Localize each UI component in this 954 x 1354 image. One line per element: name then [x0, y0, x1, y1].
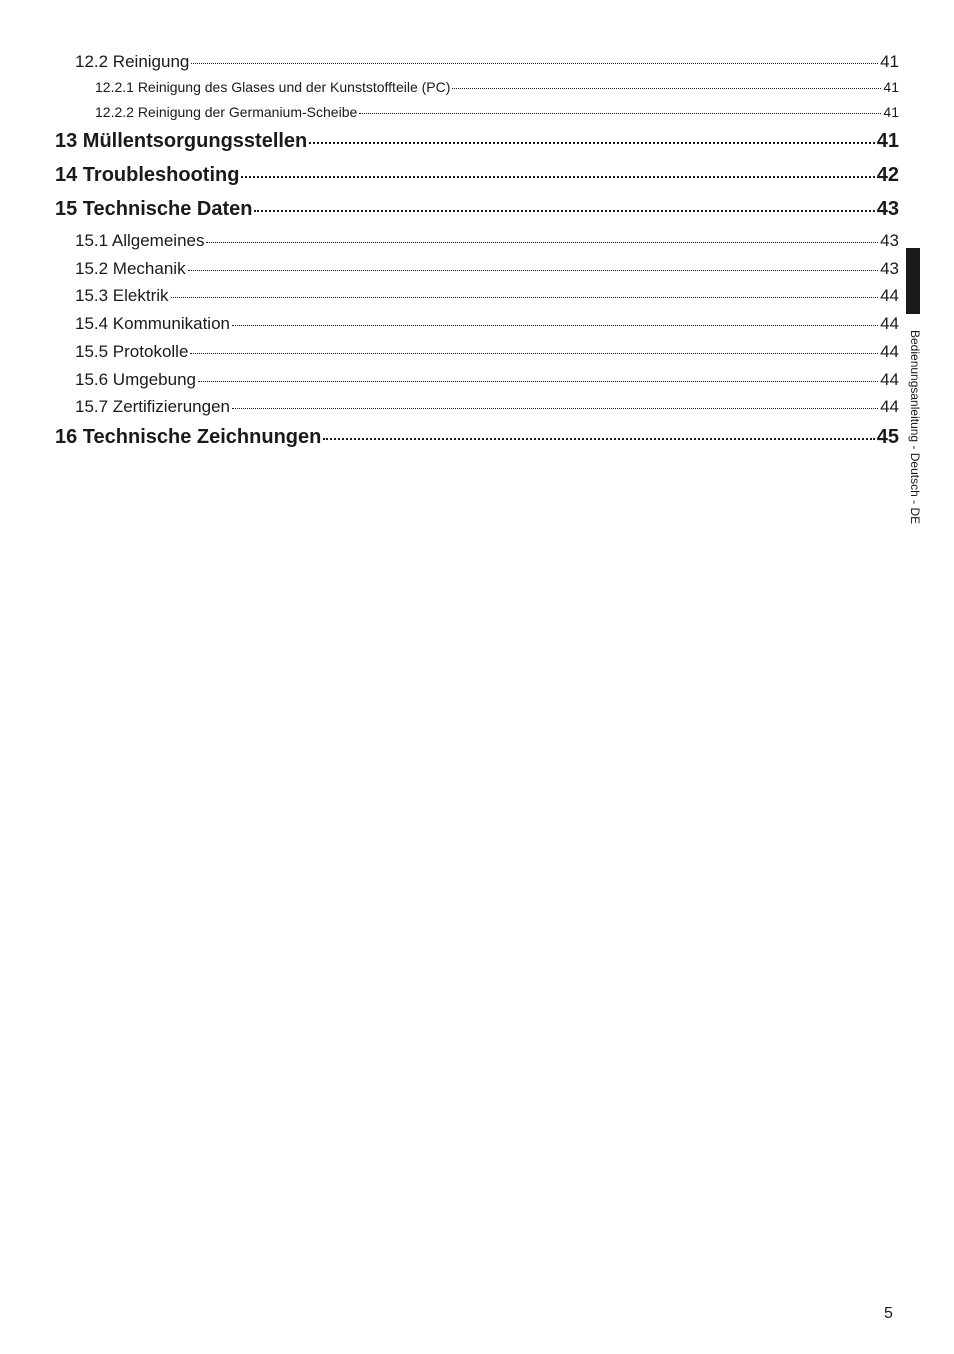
dot-leader [171, 297, 879, 298]
toc-entry-page: 44 [880, 314, 899, 333]
toc-entry-page: 44 [880, 370, 899, 389]
toc-entry-15-1[interactable] [75, 231, 899, 251]
toc-entry-page: 44 [880, 286, 899, 305]
toc-entry-title: 14 Troubleshooting [55, 164, 240, 186]
toc-entry-title: 15.3 Elektrik [75, 286, 169, 305]
dot-leader [452, 88, 881, 89]
dot-leader [206, 242, 878, 243]
toc-entry-page: 41 [876, 130, 899, 152]
dot-leader [188, 270, 879, 271]
toc-entry-13[interactable] [55, 130, 899, 153]
toc-entry-title: 15.2 Mechanik [75, 259, 186, 278]
side-tab-marker [906, 248, 920, 314]
toc-entry-title: 15.6 Umgebung [75, 370, 196, 389]
dot-leader [323, 438, 874, 440]
toc-entry-15-4[interactable] [75, 314, 899, 334]
toc-entry-page: 43 [876, 198, 899, 220]
toc-entry-page: 41 [880, 52, 899, 71]
dot-leader [254, 210, 874, 212]
toc-entry-15-3[interactable] [75, 286, 899, 306]
toc-entry-12-2[interactable] [75, 52, 899, 72]
toc-entry-16[interactable] [55, 426, 899, 449]
toc-entry-title: 12.2.1 Reinigung des Glases und der Kunststoffteile (PC) [95, 79, 451, 95]
dot-leader [241, 176, 874, 178]
toc-entry-15[interactable] [55, 198, 899, 221]
toc-entry-title: 12.2.2 Reinigung der Germanium-Scheibe [95, 104, 358, 120]
toc-entry-title: 15.7 Zertifizierungen [75, 397, 230, 416]
toc-entry-title: 12.2 Reinigung [75, 52, 190, 71]
side-language-label: Bedienungsanleitung - Deutsch - DE [908, 330, 922, 525]
toc-entry-page: 44 [880, 342, 899, 361]
dot-leader [232, 325, 878, 326]
toc-entry-title: 15 Technische Daten [55, 198, 253, 220]
toc-entry-page: 44 [880, 397, 899, 416]
toc-entry-title: 15.1 Allgemeines [75, 231, 205, 250]
toc-entry-title: 15.4 Kommunikation [75, 314, 230, 333]
toc-entry-page: 43 [880, 259, 899, 278]
page-number: 5 [884, 1305, 893, 1322]
dot-leader [232, 408, 878, 409]
toc-entry-12-2-1[interactable] [95, 79, 899, 95]
toc-entry-12-2-2[interactable] [95, 104, 899, 120]
dot-leader [359, 113, 881, 114]
toc-entry-page: 41 [883, 79, 899, 95]
dot-leader [191, 63, 878, 64]
dot-leader [309, 142, 874, 144]
toc-entry-title: 15.5 Protokolle [75, 342, 189, 361]
toc-entry-15-7[interactable] [75, 397, 899, 417]
toc-entry-page: 42 [876, 164, 899, 186]
toc-entry-14[interactable] [55, 164, 899, 187]
toc-entry-page: 43 [880, 231, 899, 250]
toc-entry-title: 16 Technische Zeichnungen [55, 426, 322, 448]
toc-entry-page: 45 [876, 426, 899, 448]
toc-entry-15-2[interactable] [75, 259, 899, 279]
dot-leader [198, 381, 878, 382]
toc-entry-15-6[interactable] [75, 370, 899, 390]
dot-leader [190, 353, 878, 354]
toc-entry-15-5[interactable] [75, 342, 899, 362]
toc-entry-title: 13 Müllentsorgungsstellen [55, 130, 308, 152]
toc-entry-page: 41 [883, 104, 899, 120]
